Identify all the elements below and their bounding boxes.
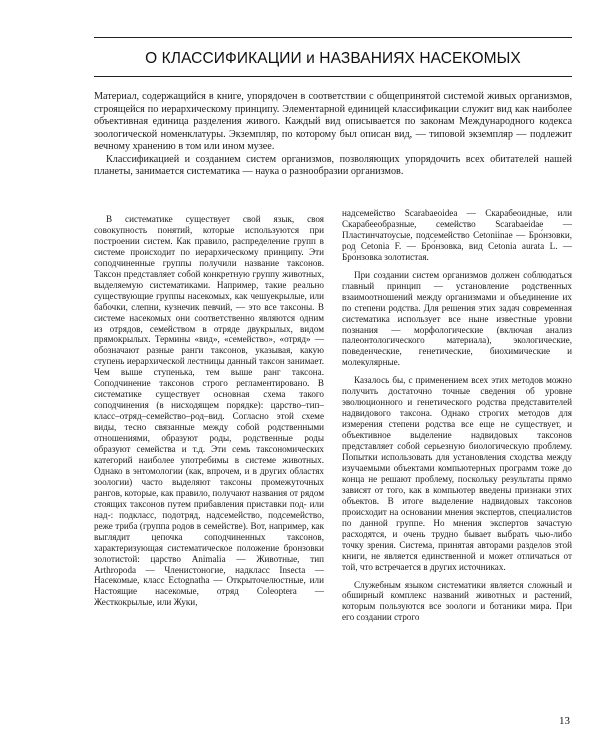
body-paragraph: надсемейство Scarabaeoidea — Скарабеоидные, или Скарабееобразные, семейство Scarabaeidae — Пластинчатоусые, подсемейство Cetoniinae — Бро́нзовки, род Cetonia F. — Бро́нзовка, вид Cetonia aurata L. — Бро́нзовка золотистая. xyxy=(342,208,572,262)
body-paragraph: При создании систем организмов должен соблюдаться главный принцип — установление родственных взаимоотношений между организмами и объединение их по степени родства. Для решения этих задач современная систематика использует все ныне известные уровни познания — морфологические (включая анализ палеонтологического материала), экологические, поведенческие, генетические, биохимические и молекулярные. xyxy=(342,269,572,368)
header-rule xyxy=(94,37,572,38)
body-paragraph: Служебным языком систематики является сложный и обширный комплекс названий животных и растений, которым пользуются все зоологи и ботаники мира. При его создании строго xyxy=(342,579,572,623)
column-right xyxy=(342,208,572,623)
intro-paragraph: Материал, содержащийся в книге, упорядочен в соответствии с общепринятой системой живых организмов, строящейся по иерархическому принципу. Элементарной единицей классификации служит вид как наиболее объективная единица разделения живого. Каждый вид описывается по законам Международного кодекса зоологической номенклатуры. Экземпляр, по которому был описан вид, — типовой экземпляр — подлежит вечному хранению в том или ином музее. xyxy=(94,91,572,153)
intro-block xyxy=(94,91,572,179)
body-columns xyxy=(94,208,572,623)
title-rule xyxy=(94,76,572,77)
column-left xyxy=(94,208,324,623)
intro-paragraph: Классификацией и созданием систем организмов, позволяющих упорядочить всех обитателей нашей планеты, занимается систематика — наука о разнообразии организмов. xyxy=(94,153,572,178)
body-paragraph: В систематике существует свой язык, своя совокупность понятий, которые используются при построении систем. Как правило, распределение групп в системе происходит по иерархическому принципу. Эти соподчиненные группы получили название таксонов. Таксон представляет собой конкретную группу животных, выделяемую систематиками. Например, такие реально существующие группы насекомых, как чешуекрылые, или бабочки, слепни, кузнечик певчий, — это все таксоны. В системе насекомых они соответственно являются одним из отрядов, семейством в отряде двукрылых, видом прямокрылых. Термины «вид», «семейство», «отряд» — обозначают разные ранги таксонов, указывая, какую ступень иерархической лестницы данный таксон занимает. Чем выше ступенька, тем выше ранг таксона. Соподчинение таксонов строго регламентировано. В систематике существует основная схема такого соподчинения (в нисходящем порядке): царство–тип–класс–отряд–семейство–род–вид. Согласно этой схеме виды, тесно связанные между собой родственными отношениями, образуют роды, родственные роды образуют семейства и т.д. Эти семь таксономических категорий наиболее употребимы в системе животных. Однако в энтомологии (как, впрочем, и в других областях зоологии) часто выделяют таксоны промежуточных рангов, которые, как правило, получают названия от рядом стоящих таксонов путем прибавления приставки под- или над-: подкласс, подотряд, надсемейство, подсемейство, реже триба (группа родов в семействе). Вот, например, как выглядит цепочка соподчиненных таксонов, характеризующая систематическое положение бронзовки золотистой: царство Animalia — Животные, тип Arthropoda — Членистоногие, надкласс Insecta — Насекомые, класс Ectognatha — Открыточелюстные, или Настоящие насекомые, отряд Coleoptera — Жесткокрылые, или Жуки, xyxy=(94,214,324,608)
page-number: 13 xyxy=(559,715,570,727)
page-title: О КЛАССИФИКАЦИИ и НАЗВАНИЯХ НАСЕКОМЫХ xyxy=(145,50,521,67)
body-paragraph: Казалось бы, с применением всех этих методов можно получить достаточно точные сведения об уровне эволюционного и генетического родства представителей надвидового таксона. Однако строгих методов для измерения степени родства все еще не существует, и объективное выделение надвидовых таксонов представляет собой серьезную биологическую проблему. Попытки использовать для установления сходства между изучаемыми объектами компьютерных программ тоже до конца не решают проблему, поскольку результаты прямо зависят от того, как в компьютер введены признаки этих объектов. В итоге выделение надвидовых таксонов происходит на основании мнения экспертов, специалистов по данной группе. Но мнения экспертов зачастую расходятся, и очень трудно бывает выбрать чью-либо точку зрения. Система, принятая авторами разделов этой книги, не является единственной и может отличаться от той, что встречается в других источниках. xyxy=(342,375,572,572)
